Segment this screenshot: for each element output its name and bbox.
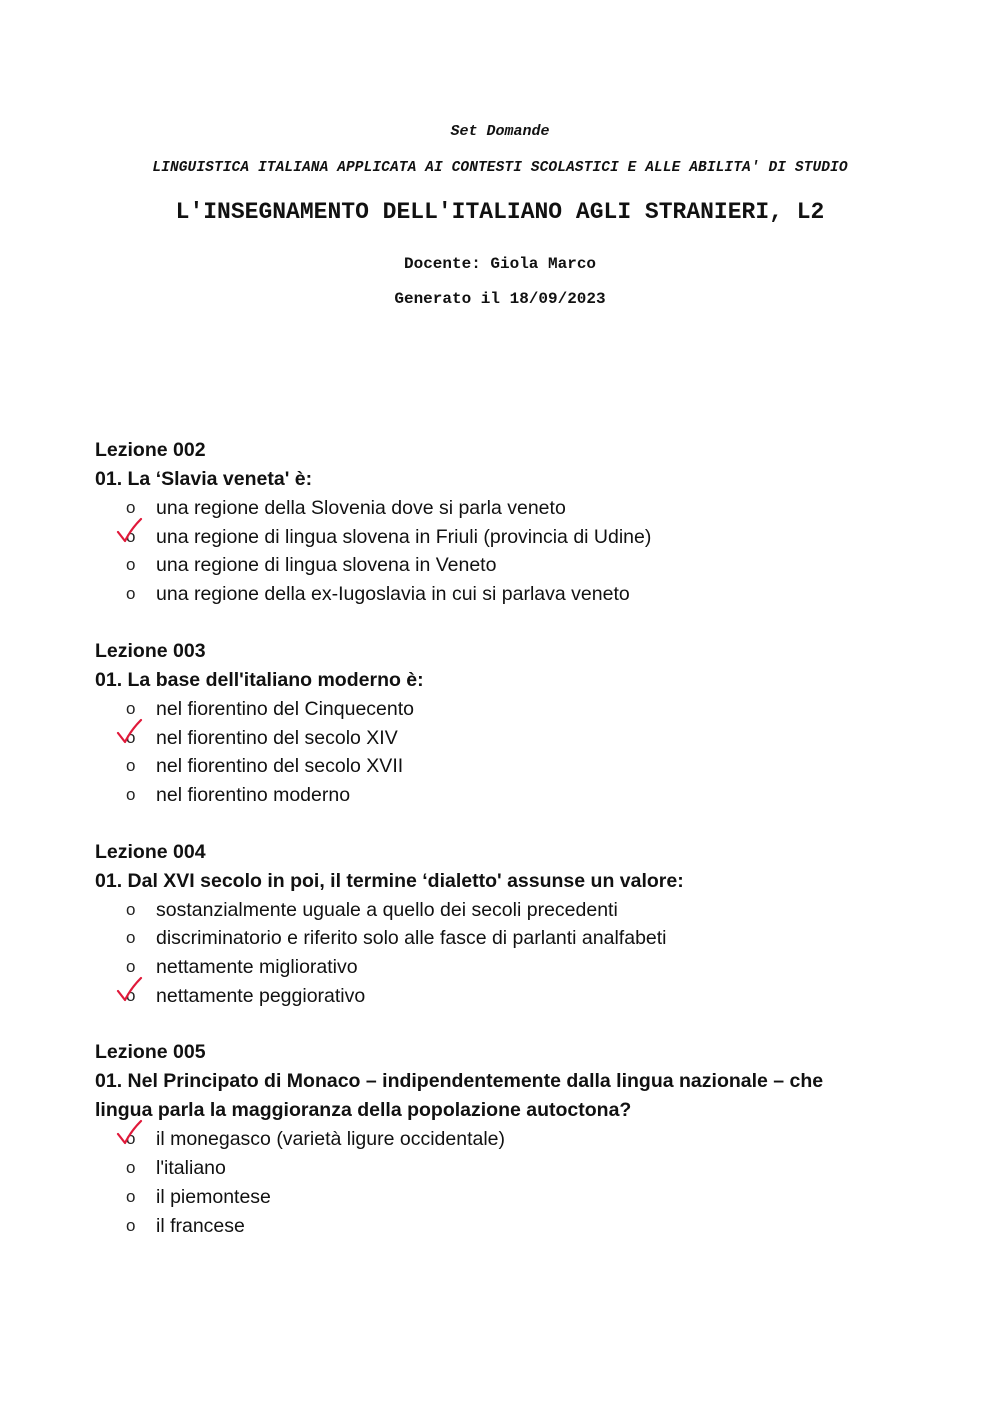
- answer-option: [95, 580, 895, 609]
- option-text: una regione della Slovenia dove si parla veneto: [156, 497, 566, 519]
- radio-bullet-icon: o: [126, 498, 136, 517]
- course-name: LINGUISTICA ITALIANA APPLICATA AI CONTESTI SCOLASTICI E ALLE ABILITA' DI STUDIO: [152, 160, 848, 176]
- option-text: una regione della ex-Iugoslavia in cui si parlava veneto: [156, 583, 630, 606]
- answer-option: [95, 752, 895, 781]
- lesson-block: [95, 838, 895, 1011]
- radio-bullet-icon: o: [126, 985, 136, 1005]
- answer-option: [95, 551, 895, 580]
- answer-options: [95, 1125, 895, 1240]
- option-text: una regione di lingua slovena in Friuli (provincia di Udine): [156, 525, 652, 548]
- radio-bullet-icon: o: [126, 698, 136, 718]
- radio-bullet-icon: o: [126, 928, 136, 948]
- checkmark-icon: [115, 974, 145, 1008]
- answer-option: [95, 781, 895, 810]
- option-text: nel fiorentino del secolo XIV: [156, 726, 398, 749]
- answer-option: [95, 523, 895, 552]
- option-text: una regione di lingua slovena in Veneto: [156, 554, 497, 577]
- option-text: nettamente peggiorativo: [156, 984, 366, 1007]
- option-text: il francese: [156, 1214, 245, 1237]
- radio-bullet-icon: o: [126, 1158, 136, 1178]
- checkmark-icon: [115, 716, 145, 750]
- option-text: il monegasco (varietà ligure occidentale): [156, 1128, 506, 1151]
- answer-options: [95, 896, 895, 1011]
- checkmark-icon: [115, 515, 145, 549]
- generated-date: Generato il 18/09/2023: [394, 290, 606, 308]
- answer-option: [95, 494, 895, 523]
- answer-option: [95, 896, 895, 925]
- radio-bullet-icon: o: [126, 1129, 136, 1149]
- answer-option: [95, 982, 895, 1011]
- answer-options: [95, 695, 895, 810]
- lesson-title: Lezione 003: [95, 639, 206, 662]
- lesson-title: Lezione 005: [95, 1041, 206, 1064]
- radio-bullet-icon: o: [126, 727, 136, 747]
- teacher-line: Docente: Giola Marco: [403, 255, 597, 273]
- option-text: nel fiorentino moderno: [156, 783, 351, 806]
- lesson-title: Lezione 004: [95, 840, 206, 863]
- answer-option: [95, 1183, 895, 1212]
- answer-option: [95, 1154, 895, 1183]
- option-text: l'italiano: [156, 1157, 226, 1180]
- option-text: nettamente migliorativo: [156, 956, 358, 979]
- answer-option: [95, 924, 895, 953]
- radio-bullet-icon: o: [126, 555, 136, 575]
- answer-option: [95, 695, 895, 724]
- question-text: 01. Nel Principato di Monaco – indipendentemente dalla lingua nazionale – che lingua parla la maggioranza della popolazione autoctona?: [95, 1070, 824, 1122]
- answer-options: [95, 494, 895, 609]
- option-text: discriminatorio e riferito solo alle fasce di parlanti analfabeti: [156, 927, 667, 950]
- answer-option: [95, 953, 895, 982]
- radio-bullet-icon: o: [126, 1186, 136, 1206]
- option-text: nel fiorentino del secolo XVII: [156, 755, 404, 778]
- radio-bullet-icon: o: [126, 584, 136, 604]
- question-text: 01. La base dell'italiano moderno è:: [95, 668, 424, 691]
- radio-bullet-icon: o: [126, 1215, 136, 1235]
- answer-option: [95, 1125, 895, 1154]
- set-label: Set Domande: [450, 123, 550, 140]
- option-text: sostanzialmente uguale a quello dei secoli precedenti: [156, 898, 618, 921]
- lesson-block: [95, 436, 895, 609]
- document-title: L'INSEGNAMENTO DELL'ITALIANO AGLI STRANIERI, L2: [175, 199, 825, 225]
- radio-bullet-icon: o: [126, 899, 136, 919]
- question-text: 01. La ‘Slavia veneta' è:: [95, 468, 313, 490]
- lesson-block: [95, 637, 895, 810]
- radio-bullet-icon: o: [126, 784, 136, 804]
- option-text: nel fiorentino del Cinquecento: [156, 697, 415, 720]
- radio-bullet-icon: o: [126, 957, 136, 977]
- lesson-title: Lezione 002: [95, 439, 206, 461]
- answer-option: [95, 1212, 895, 1241]
- radio-bullet-icon: o: [126, 526, 136, 546]
- checkmark-icon: [115, 1117, 145, 1151]
- question-text: 01. Dal XVI secolo in poi, il termine ‘dialetto' assunse un valore:: [95, 869, 684, 892]
- lessons-list: [95, 436, 895, 1268]
- answer-option: [95, 724, 895, 753]
- option-text: il piemontese: [156, 1185, 271, 1208]
- radio-bullet-icon: o: [126, 756, 136, 776]
- lesson-block: [95, 1038, 895, 1240]
